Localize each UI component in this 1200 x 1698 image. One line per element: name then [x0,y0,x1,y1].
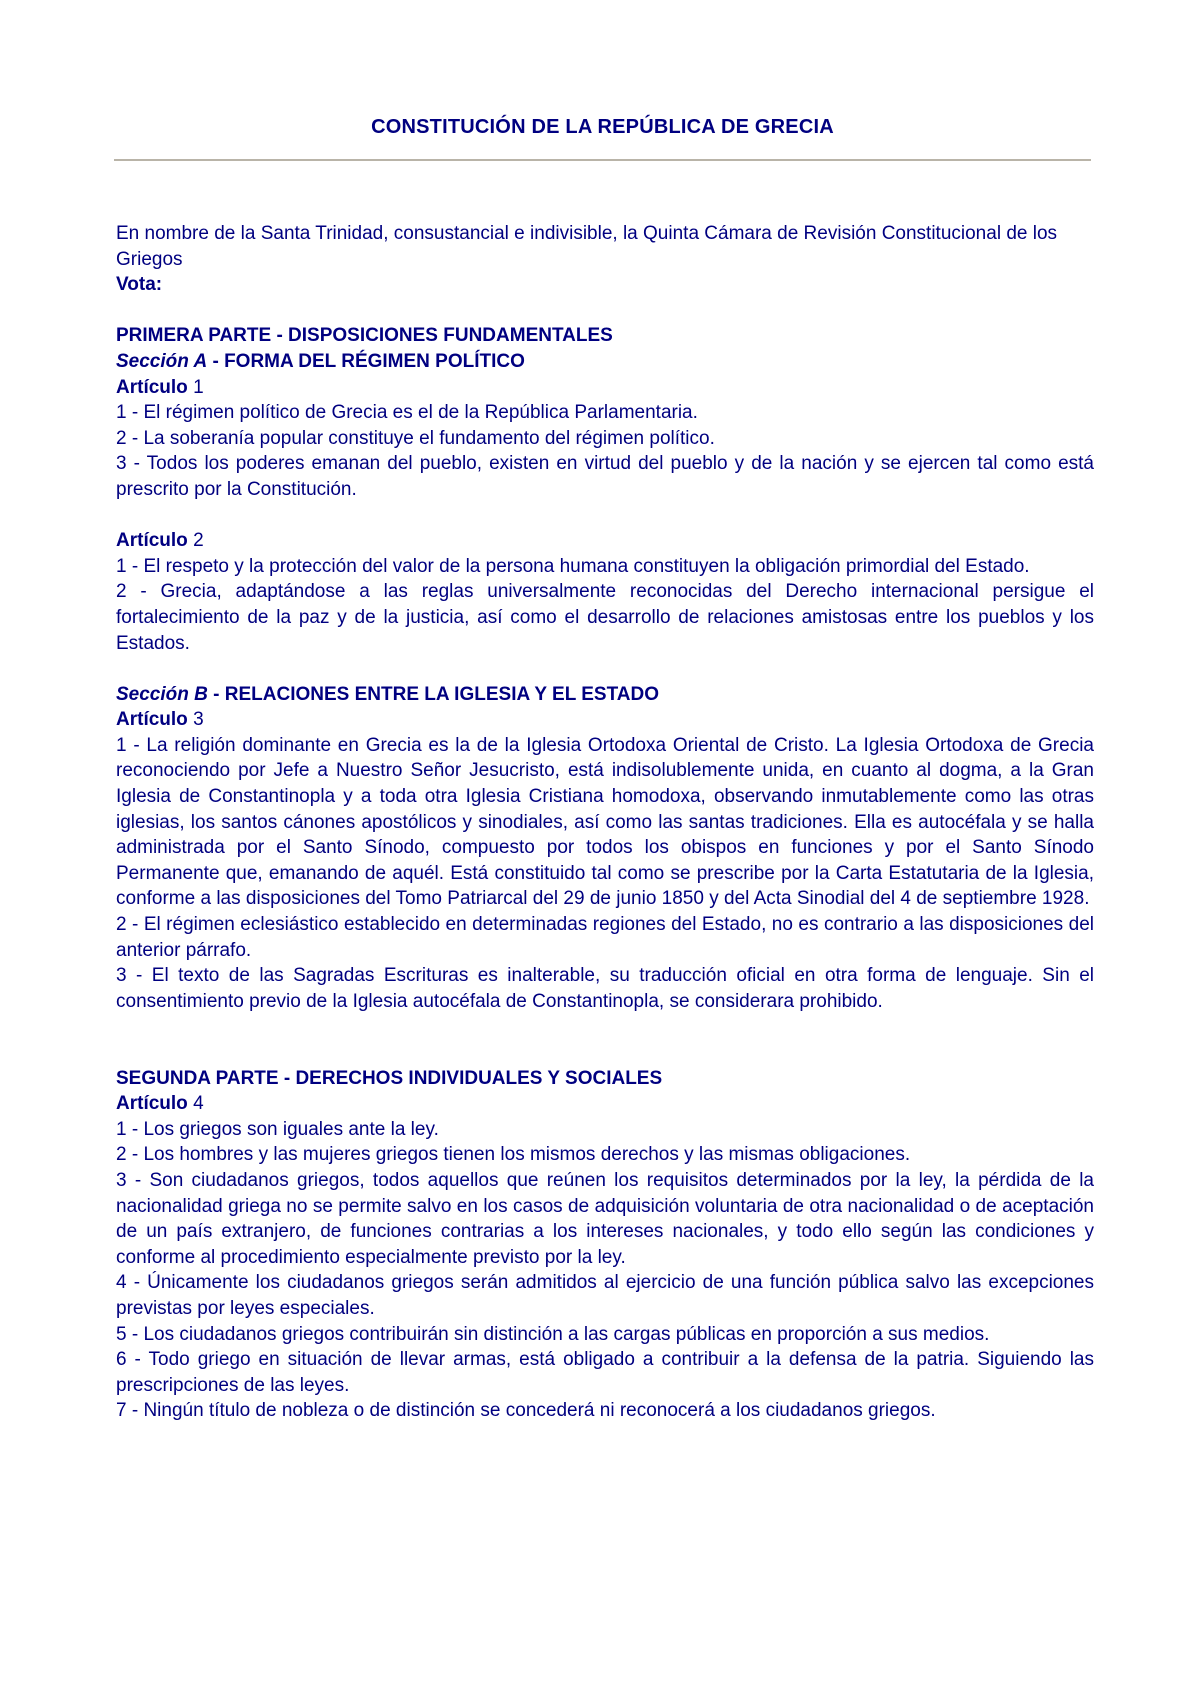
article-number: 4 [193,1093,204,1115]
part-heading-1: PRIMERA PARTE - DISPOSICIONES FUNDAMENTALES [116,325,613,347]
section-title-a: FORMA DEL RÉGIMEN POLÍTICO [224,350,525,372]
art3-item-3: 3 - El texto de las Sagradas Escrituras es inalterable, su traducción oficial en otra forma de lenguaje. Sin el consentimiento previo de la Iglesia autocéfala de Constantinopla, se considerara prohibido. [116,965,1094,1012]
vota-label: Vota: [116,274,163,296]
article-number: 1 [193,376,204,398]
art4-item-7: 7 - Ningún título de nobleza o de distinción se concederá ni reconocerá a los ciudadanos griegos. [116,1400,936,1422]
art4-item-6: 6 - Todo griego en situación de llevar armas, está obligado a contribuir a la defensa de la patria. Siguiendo las prescripciones de las leyes. [116,1349,1094,1396]
article-number: 2 [193,530,204,552]
art2-item-1: 1 - El respeto y la protección del valor de la persona humana constituyen la obligación primordial del Estado. [116,555,1030,577]
article-word: Artículo [116,530,188,552]
document-body [116,221,1094,1424]
section-label-b: Sección B [116,683,208,705]
article-number: 3 [193,709,204,731]
title-divider [114,159,1091,161]
art4-item-1: 1 - Los griegos son iguales ante la ley. [116,1118,439,1140]
article-heading-2 [116,528,1094,554]
article-heading-3 [116,707,1094,733]
section-heading-a: Sección A - FORMA DEL RÉGIMEN POLÍTICO [116,350,525,372]
section-heading-b: Sección B - RELACIONES ENTRE LA IGLESIA Y EL ESTADO [116,683,660,705]
article-word: Artículo [116,376,188,398]
article-heading-4 [116,1091,1094,1117]
art1-item-3: 3 - Todos los poderes emanan del pueblo, existen en virtud del pueblo y de la nación y se ejercen tal como está prescrito por la Constitución. [116,453,1094,500]
art4-item-5: 5 - Los ciudadanos griegos contribuirán sin distinción a las cargas públicas en proporción a sus medios. [116,1323,990,1345]
part-heading-2: SEGUNDA PARTE - DERECHOS INDIVIDUALES Y SOCIALES [116,1067,663,1089]
preamble: En nombre de la Santa Trinidad, consustancial e indivisible, la Quinta Cámara de Revisión Constitucional de los Griegos [116,223,1058,270]
article-word: Artículo [116,709,188,731]
art3-item-1: 1 - La religión dominante en Grecia es la de la Iglesia Ortodoxa Oriental de Cristo. La Iglesia Ortodoxa de Grecia reconociendo por Jefe a Nuestro Señor Jesucristo, está indisolublemente unida, en cuanto al dogma, a la Gran Iglesia de Constantinopla y a toda otra Iglesia Cristiana homodoxa, observando inmutablemente como las otras iglesias, los santos cánones apostólicos y sinodiales, así como las santas tradiciones. Ella es autocéfala y se halla administrada por el Santo Sínodo, compuesto por todos los obispos en funciones y por el Santo Sínodo Permanente que, emanando de aquél. Está constituido tal como se prescribe por la Carta Estatutaria de la Iglesia, conforme a las disposiciones del Tomo Patriarcal del 29 de junio 1850 y del Acta Sinodial del 4 de septiembre 1928. [116,734,1094,910]
art4-item-4: 4 - Únicamente los ciudadanos griegos serán admitidos al ejercicio de una función pública salvo las excepciones previstas por leyes especiales. [116,1272,1094,1319]
spacer [116,503,1094,529]
art1-item-2: 2 - La soberanía popular constituye el fundamento del régimen político. [116,427,715,449]
article-heading-1 [116,375,1094,401]
spacer [116,1014,1094,1065]
art3-item-2: 2 - El régimen eclesiástico establecido en determinadas regiones del Estado, no es contrario a las disposiciones del anterior párrafo. [116,914,1094,961]
spacer [116,656,1094,682]
document-title: CONSTITUCIÓN DE LA REPÚBLICA DE GRECIA [371,116,834,138]
section-label-a: Sección A [116,350,208,372]
section-title-b: RELACIONES ENTRE LA IGLESIA Y EL ESTADO [224,683,660,705]
spacer [116,298,1094,324]
art1-item-1: 1 - El régimen político de Grecia es el de la República Parlamentaria. [116,402,698,424]
article-word: Artículo [116,1093,188,1115]
art2-item-2: 2 - Grecia, adaptándose a las reglas universalmente reconocidas del Derecho internacional persigue el fortalecimiento de la paz y de la justicia, así como el desarrollo de relaciones amistosas entre los pueblos y los Estados. [116,581,1094,654]
art4-item-2: 2 - Los hombres y las mujeres griegos tienen los mismos derechos y las mismas obligaciones. [116,1144,911,1166]
art4-item-3: 3 - Son ciudadanos griegos, todos aquellos que reúnen los requisitos determinados por la ley, la pérdida de la nacionalidad griega no se permite salvo en los casos de adquisición voluntaria de otra nacionalidad o de aceptación de un país extranjero, de funciones contrarias a los intereses nacionales, y todo ello según las condiciones y conforme al procedimiento especialmente previsto por la ley. [116,1169,1094,1268]
